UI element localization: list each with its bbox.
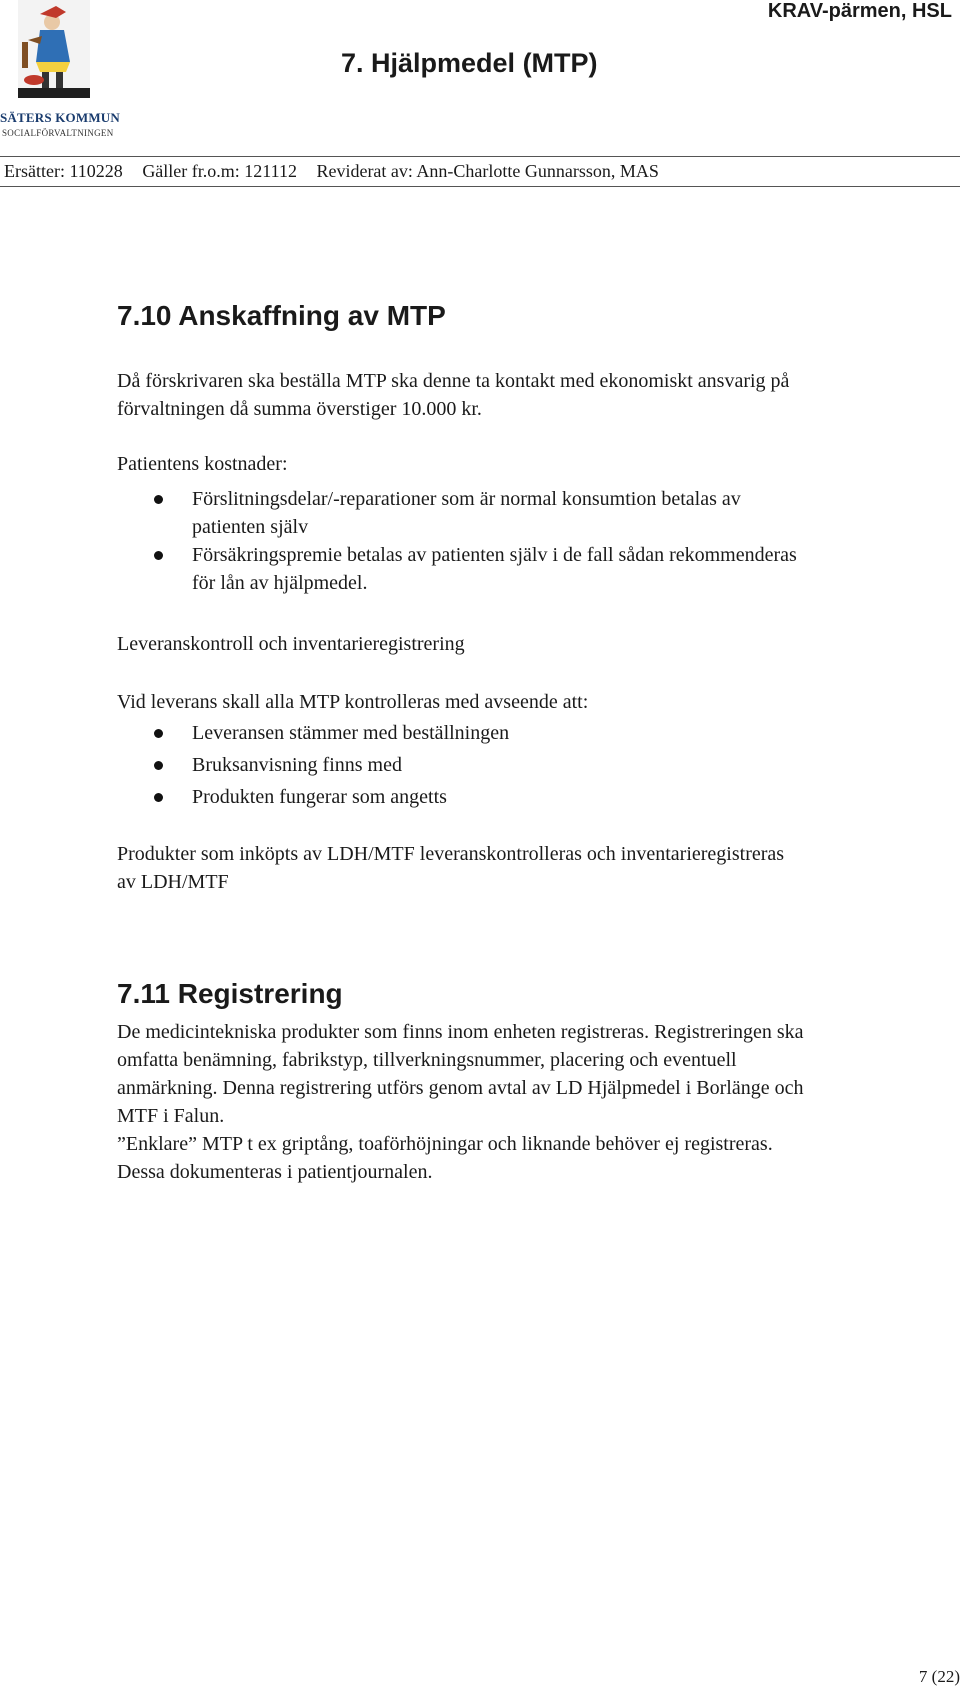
list-item bbox=[117, 541, 937, 597]
text-line: De medicintekniska produkter som finns inom enheten registreras. Registreringen ska bbox=[117, 1021, 804, 1043]
list-item bbox=[117, 719, 937, 747]
text-line: Förslitningsdelar/-reparationer som är normal konsumtion betalas av bbox=[192, 488, 741, 510]
list-item bbox=[117, 783, 937, 811]
revised-by: Reviderat av: Ann-Charlotte Gunnarsson, MAS bbox=[316, 161, 659, 181]
page-number: 7 (22) bbox=[918, 1667, 960, 1686]
text-line: ”Enklare” MTP t ex griptång, toaförhöjningar och liknande behöver ej registreras. bbox=[117, 1133, 773, 1155]
bullet-icon bbox=[154, 761, 163, 770]
list-item bbox=[117, 751, 937, 779]
costs-label: Patientens kostnader: bbox=[117, 453, 288, 475]
text-line: Dessa dokumenteras i patientjournalen. bbox=[117, 1161, 433, 1183]
text-line: Produkten fungerar som angetts bbox=[192, 786, 447, 808]
text-line: patienten själv bbox=[192, 516, 309, 538]
delivery-checklist bbox=[117, 719, 937, 811]
document-meta bbox=[4, 161, 674, 182]
list-item bbox=[117, 485, 937, 541]
text-line: Då förskrivaren ska beställa MTP ska denne ta kontakt med ekonomiskt ansvarig på bbox=[117, 370, 790, 392]
registration-paragraph bbox=[117, 1018, 803, 1186]
logo-name: SÄTERS KOMMUN bbox=[0, 110, 120, 125]
valid-from-date: Gäller fr.o.m: 121112 bbox=[142, 161, 297, 181]
delivery-heading: Leveranskontroll och inventarieregistrering bbox=[117, 633, 465, 655]
text-line: Bruksanvisning finns med bbox=[192, 754, 402, 776]
delivery-outro bbox=[117, 840, 784, 896]
replaces-date: Ersätter: 110228 bbox=[4, 161, 123, 181]
header-divider-bottom bbox=[0, 186, 960, 187]
bullet-icon bbox=[154, 551, 163, 560]
logo-subtitle: SOCIALFÖRVALTNINGEN bbox=[2, 128, 114, 138]
text-line: omfatta benämning, fabrikstyp, tillverkningsnummer, placering och eventuell bbox=[117, 1049, 737, 1071]
text-line: av LDH/MTF bbox=[117, 871, 229, 893]
text-line: för lån av hjälpmedel. bbox=[192, 572, 368, 594]
delivery-intro: Vid leverans skall alla MTP kontrolleras med avseende att: bbox=[117, 691, 589, 713]
text-line: anmärkning. Denna registrering utförs genom avtal av LD Hjälpmedel i Borlänge och bbox=[117, 1077, 804, 1099]
binder-name: KRAV-pärmen, HSL bbox=[767, 0, 952, 22]
text-line: Produkter som inköpts av LDH/MTF leveranskontrolleras och inventarieregistreras bbox=[117, 843, 785, 865]
bullet-icon bbox=[154, 495, 163, 504]
text-line: Leveransen stämmer med beställningen bbox=[192, 722, 510, 744]
bullet-icon bbox=[154, 729, 163, 738]
text-line: Försäkringspremie betalas av patienten själv i de fall sådan rekommenderas bbox=[192, 544, 797, 566]
text-line: MTF i Falun. bbox=[117, 1105, 225, 1127]
intro-paragraph bbox=[117, 367, 789, 423]
section-heading-7-10: 7.10 Anskaffning av MTP bbox=[117, 300, 446, 331]
bullet-icon bbox=[154, 793, 163, 802]
header-divider-top bbox=[0, 156, 960, 157]
text-line: förvaltningen då summa överstiger 10.000 kr. bbox=[117, 398, 482, 420]
costs-list bbox=[117, 485, 937, 597]
document-title: 7. Hjälpmedel (MTP) bbox=[341, 48, 598, 78]
section-heading-7-11: 7.11 Registrering bbox=[117, 978, 343, 1009]
coat-of-arms-icon bbox=[0, 0, 120, 110]
